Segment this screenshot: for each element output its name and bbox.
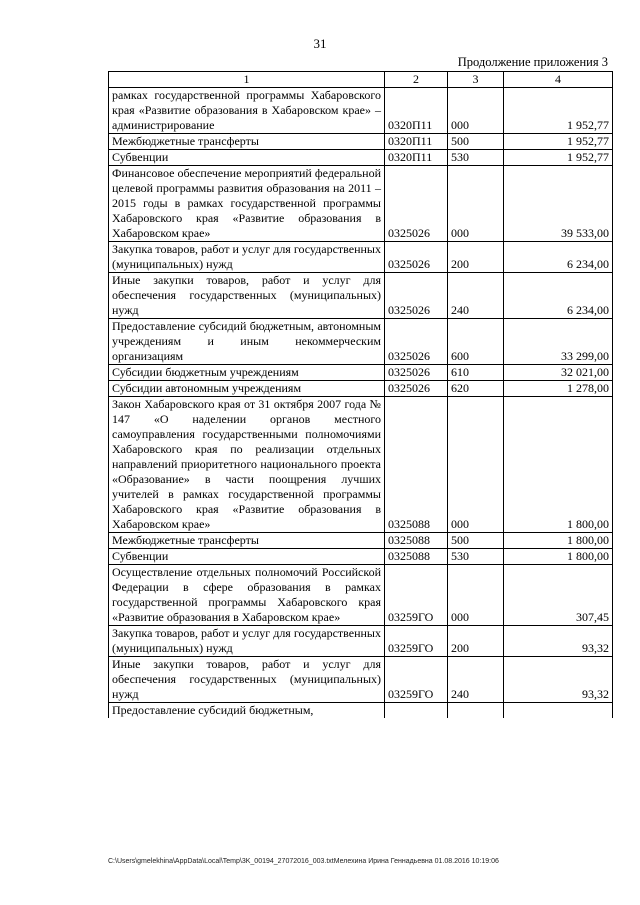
row-amount-cell: 1 952,77 bbox=[504, 88, 613, 134]
row-type-cell: 000 bbox=[448, 88, 504, 134]
table-row bbox=[109, 134, 613, 150]
row-type-cell: 000 bbox=[448, 565, 504, 626]
table-row bbox=[109, 397, 613, 533]
row-type-cell: 610 bbox=[448, 365, 504, 381]
table-row bbox=[109, 626, 613, 657]
row-code-cell: 0320П11 bbox=[385, 150, 448, 166]
header-cell: 3 bbox=[448, 72, 504, 88]
table-row bbox=[109, 166, 613, 242]
row-type-cell: 530 bbox=[448, 150, 504, 166]
table-row bbox=[109, 703, 613, 719]
row-amount-cell: 1 800,00 bbox=[504, 549, 613, 565]
row-code-cell: 0325088 bbox=[385, 549, 448, 565]
row-type-cell: 000 bbox=[448, 397, 504, 533]
table-row bbox=[109, 657, 613, 703]
row-name-cell: Межбюджетные трансферты bbox=[109, 134, 385, 150]
row-type-cell: 500 bbox=[448, 533, 504, 549]
table-row bbox=[109, 381, 613, 397]
continuation-caption: Продолжение приложения 3 bbox=[457, 55, 608, 69]
row-name-cell: Финансовое обеспечение мероприятий федеральной целевой программы развития образования на 2011 – 2015 годы в рамках государственной программы Хабаровского края «Развитие образования в Хабаровском крае» bbox=[109, 166, 385, 242]
row-type-cell: 240 bbox=[448, 273, 504, 319]
row-amount-cell: 32 021,00 bbox=[504, 365, 613, 381]
table-row bbox=[109, 533, 613, 549]
row-name-cell: Иные закупки товаров, работ и услуг для обеспечения государственных (муниципальных) нужд bbox=[109, 273, 385, 319]
row-code-cell: 0325088 bbox=[385, 533, 448, 549]
row-amount-cell: 1 800,00 bbox=[504, 397, 613, 533]
row-name-cell: Субсидии бюджетным учреждениям bbox=[109, 365, 385, 381]
row-name-cell: Субвенции bbox=[109, 150, 385, 166]
row-type-cell: 240 bbox=[448, 657, 504, 703]
page-number: 31 bbox=[313, 36, 327, 51]
table-row bbox=[109, 88, 613, 134]
header-cell: 4 bbox=[504, 72, 613, 88]
budget-table bbox=[108, 71, 613, 718]
row-name-cell: Осуществление отдельных полномочий Российской Федерации в сфере образования в рамках государственной программы Хабаровского края «Развитие образования в Хабаровском крае» bbox=[109, 565, 385, 626]
row-type-cell: 620 bbox=[448, 381, 504, 397]
row-code-cell: 03259ГО bbox=[385, 657, 448, 703]
row-code-cell bbox=[385, 703, 448, 719]
row-code-cell: 0325026 bbox=[385, 319, 448, 365]
row-type-cell: 200 bbox=[448, 626, 504, 657]
row-amount-cell bbox=[504, 703, 613, 719]
row-name-cell: Предоставление субсидий бюджетным, автономным учреждениям и иным некоммерческим организациям bbox=[109, 319, 385, 365]
row-amount-cell: 93,32 bbox=[504, 626, 613, 657]
row-name-cell: Закупка товаров, работ и услуг для государственных (муниципальных) нужд bbox=[109, 626, 385, 657]
row-code-cell: 0320П11 bbox=[385, 88, 448, 134]
row-type-cell: 500 bbox=[448, 134, 504, 150]
row-type-cell bbox=[448, 703, 504, 719]
row-amount-cell: 39 533,00 bbox=[504, 166, 613, 242]
row-name-cell: Закон Хабаровского края от 31 октября 2007 года № 147 «О наделении органов местного самоуправления государственными полномочиями Хабаровского края по реализации отдельных направлений приоритетного национального проекта «Образование» в части поощрения лучших учителей в рамках государственной программы Хабаровского края «Развитие образования в Хабаровском крае» bbox=[109, 397, 385, 533]
row-amount-cell: 93,32 bbox=[504, 657, 613, 703]
table-row bbox=[109, 549, 613, 565]
row-code-cell: 0325026 bbox=[385, 166, 448, 242]
table-row bbox=[109, 242, 613, 273]
row-name-cell: Межбюджетные трансферты bbox=[109, 533, 385, 549]
row-code-cell: 0320П11 bbox=[385, 134, 448, 150]
row-code-cell: 0325026 bbox=[385, 242, 448, 273]
row-amount-cell: 1 278,00 bbox=[504, 381, 613, 397]
row-type-cell: 600 bbox=[448, 319, 504, 365]
row-amount-cell: 1 800,00 bbox=[504, 533, 613, 549]
row-type-cell: 200 bbox=[448, 242, 504, 273]
header-cell: 2 bbox=[385, 72, 448, 88]
row-name-cell: Иные закупки товаров, работ и услуг для обеспечения государственных (муниципальных) нужд bbox=[109, 657, 385, 703]
table-row bbox=[109, 319, 613, 365]
row-amount-cell: 6 234,00 bbox=[504, 273, 613, 319]
row-amount-cell: 307,45 bbox=[504, 565, 613, 626]
row-amount-cell: 1 952,77 bbox=[504, 150, 613, 166]
row-name-cell: Предоставление субсидий бюджетным, bbox=[109, 703, 385, 719]
row-type-cell: 530 bbox=[448, 549, 504, 565]
row-code-cell: 0325026 bbox=[385, 381, 448, 397]
row-name-cell: Субсидии автономным учреждениям bbox=[109, 381, 385, 397]
header-cell: 1 bbox=[109, 72, 385, 88]
budget-table-body bbox=[109, 72, 613, 719]
row-code-cell: 0325026 bbox=[385, 365, 448, 381]
row-code-cell: 0325026 bbox=[385, 273, 448, 319]
table-row bbox=[109, 273, 613, 319]
row-amount-cell: 33 299,00 bbox=[504, 319, 613, 365]
row-code-cell: 03259ГО bbox=[385, 626, 448, 657]
row-code-cell: 0325088 bbox=[385, 397, 448, 533]
table-row bbox=[109, 565, 613, 626]
table-header-row bbox=[109, 72, 613, 88]
file-path-footer: C:\Users\gmelekhina\AppData\Local\Temp\3K_00194_27072016_003.txtМелехина Ирина Геннадьевна 01.08.2016 10:19:06 bbox=[108, 858, 499, 865]
row-code-cell: 03259ГО bbox=[385, 565, 448, 626]
row-type-cell: 000 bbox=[448, 166, 504, 242]
row-name-cell: Субвенции bbox=[109, 549, 385, 565]
row-amount-cell: 6 234,00 bbox=[504, 242, 613, 273]
row-amount-cell: 1 952,77 bbox=[504, 134, 613, 150]
row-name-cell: Закупка товаров, работ и услуг для государственных (муниципальных) нужд bbox=[109, 242, 385, 273]
table-row bbox=[109, 365, 613, 381]
table-row bbox=[109, 150, 613, 166]
row-name-cell: рамках государственной программы Хабаровского края «Развитие образования в Хабаровском крае» – администрирование bbox=[109, 88, 385, 134]
